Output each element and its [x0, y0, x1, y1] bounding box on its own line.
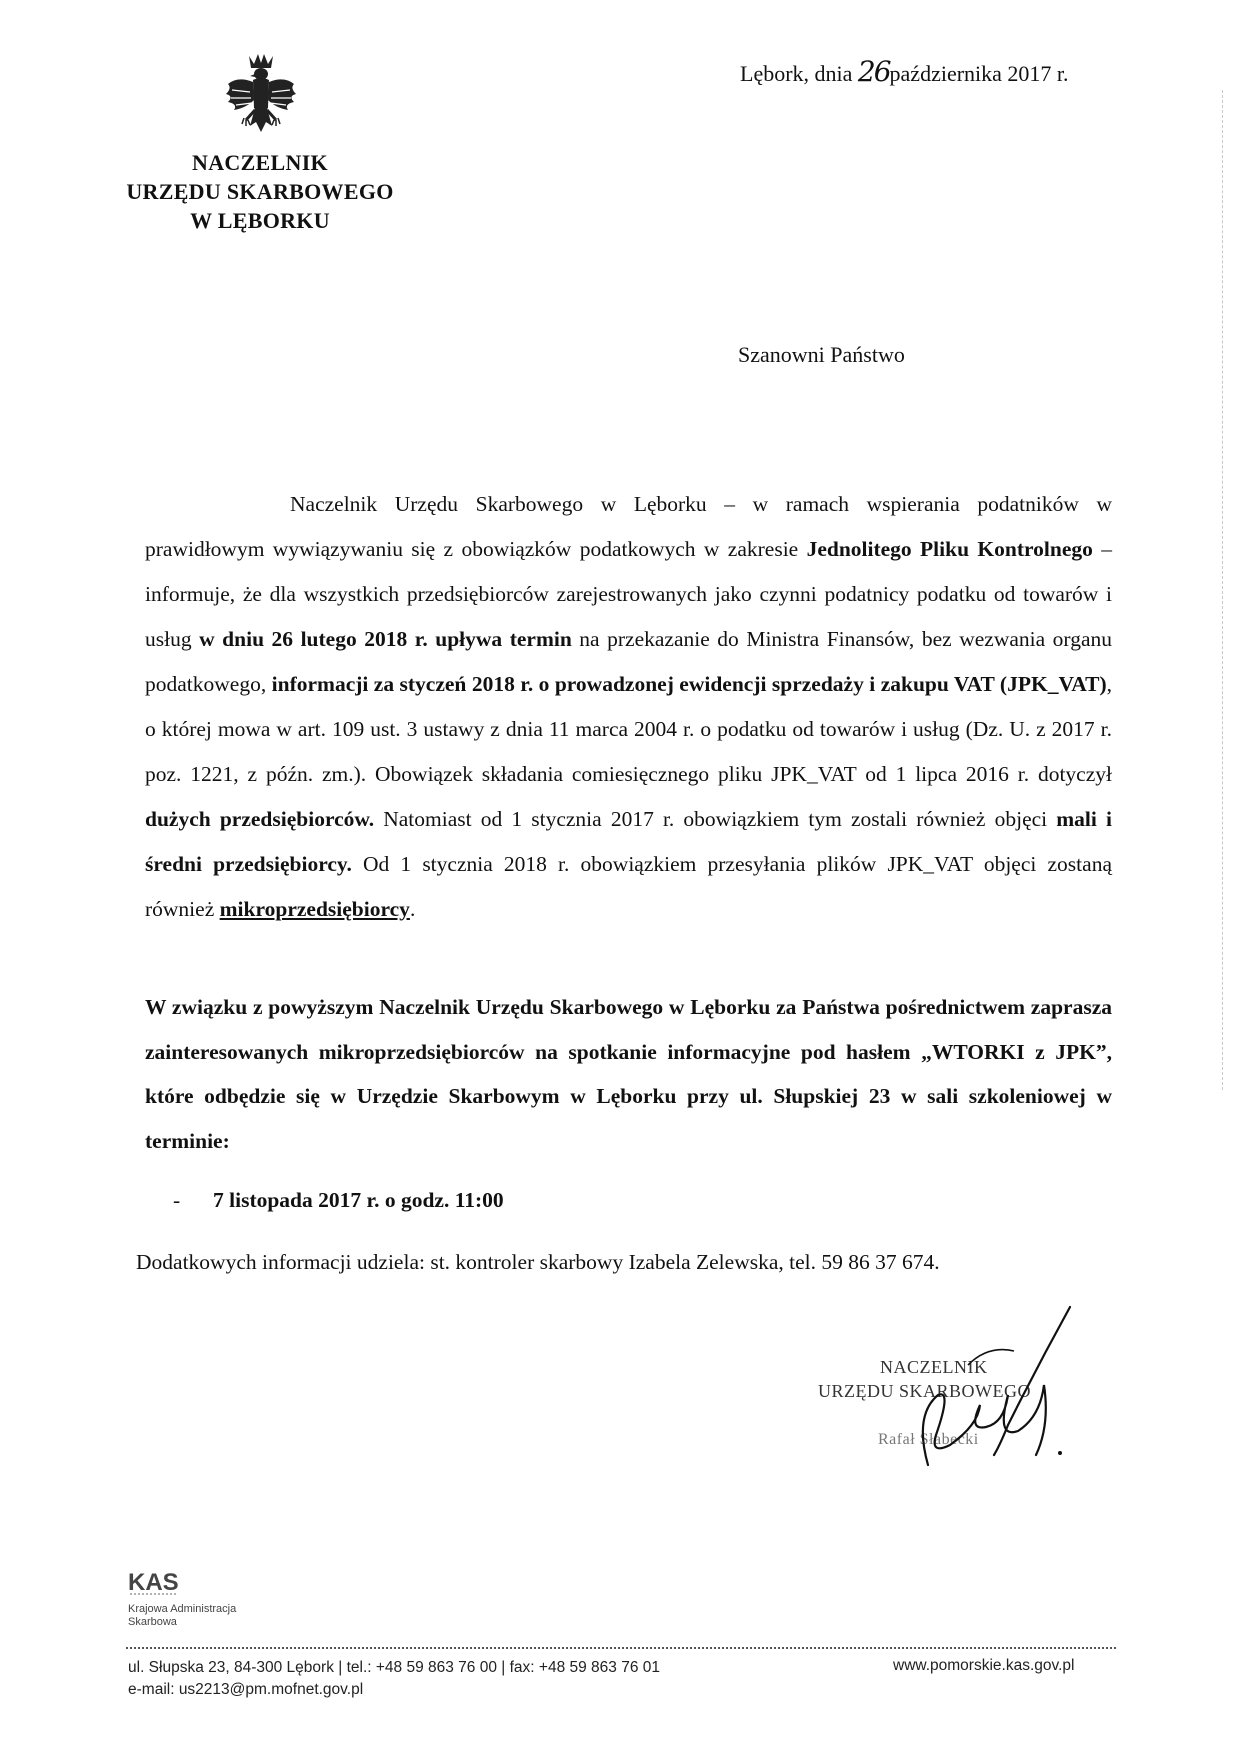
body-bold-deadline: w dniu 26 lutego 2018 r. upływa termin — [199, 627, 572, 651]
stamp-name: Rafał Słabecki — [878, 1431, 979, 1448]
date-suffix: października 2017 r. — [889, 61, 1069, 86]
body-text-5: Natomiast od 1 stycznia 2017 r. obowiązkiem tym zostali również objęci — [374, 807, 1057, 831]
kas-logo-text: KAS — [128, 1569, 179, 1596]
meeting-date-text: 7 listopada 2017 r. o godz. 11:00 — [213, 1188, 504, 1212]
body-text-1: Naczelnik Urzędu Skarbowego w Lęborku – w ramach wspierania podatników w prawidłowym wywiązywaniu się z obowiązków podatkowych w zakresie — [145, 492, 1112, 561]
kas-caption-line-2: Skarbowa — [128, 1616, 177, 1628]
body-text-2: – informuje, że dla wszystkich przedsiębiorców zarejestrowanych jako czynni podatnicy podatku od towarów i usług — [145, 537, 1113, 651]
body-text-3: na przekazanie do Ministra Finansów, bez wezwania organu podatkowego, — [145, 627, 1112, 696]
body-bold-jpk: Jednolitego Pliku Kontrolnego — [806, 537, 1093, 561]
footer-divider — [126, 1647, 1116, 1649]
body-text-7: . — [409, 897, 416, 921]
issuer-line-2: URZĘDU SKARBOWEGO — [126, 179, 394, 204]
body-bold-micro: mikroprzedsiębiorcy — [219, 897, 410, 921]
bullet-marker: - — [173, 1188, 181, 1212]
margin-dashed-line — [1222, 90, 1224, 1090]
kas-caption — [128, 1603, 236, 1629]
stamp-line-1: NACZELNIK — [880, 1357, 988, 1377]
contact-information: Dodatkowych informacji udziela: st. kontroler skarbowy Izabela Zelewska, tel. 59 86 37 674. — [136, 1250, 940, 1274]
body-bold-large: dużych przedsiębiorców. — [145, 807, 375, 831]
issuer-line-1: NACZELNIK — [192, 150, 328, 175]
body-bold-information: informacji za styczeń 2018 r. o prowadzonej ewidencji sprzedaży i zakupu VAT (JPK_VAT) — [271, 672, 1107, 696]
signature-block — [818, 1345, 1088, 1475]
date-day-handwritten: 26 — [857, 55, 890, 88]
salutation: Szanowni Państwo — [738, 342, 905, 367]
issuer-line-3: W LĘBORKU — [190, 208, 330, 233]
footer-address: ul. Słupska 23, 84-300 Lębork | tel.: +48 59 863 76 00 | fax: +48 59 863 76 01 — [128, 1659, 661, 1676]
invitation-paragraph: W związku z powyższym Naczelnik Urzędu Skarbowego w Lęborku za Państwa pośrednictwem zaprasza zainteresowanych mikroprzedsiębiorców na spotkanie informacyjne pod hasłem „WTORKI z JPK”, które odbędzie się w Urzędzie Skarbowym w Lęborku przy ul. Słupskiej 23 w sali szkoleniowej w terminie: — [145, 995, 1112, 1153]
issuer-header — [100, 148, 420, 235]
kas-caption-line-1: Krajowa Administracja — [128, 1603, 237, 1615]
footer-email[interactable]: e-mail: us2213@pm.mofnet.gov.pl — [128, 1681, 364, 1698]
stamp-line-2: URZĘDU SKARBOWEGO — [818, 1381, 1031, 1401]
handwritten-signature-icon — [818, 1305, 1088, 1475]
kas-logo-icon — [126, 1562, 186, 1602]
body-text-4: , o której mowa w art. 109 ust. 3 ustawy z dnia 11 marca 2004 r. o podatku od towarów i usług (Dz. U. z 2017 r. poz. 1221, z późn. zm.). Obowiązek składania comiesięcznego pliku JPK_VAT od 1 lipca 2016 r. dotyczył — [145, 672, 1112, 786]
meeting-date-item — [173, 1188, 504, 1213]
date-prefix: Lębork, dnia — [740, 61, 858, 86]
footer-website-link[interactable]: www.pomorskie.kas.gov.pl — [893, 1657, 1075, 1674]
polish-eagle-emblem-icon — [222, 50, 300, 140]
place-and-date — [740, 55, 1069, 88]
body-text-6: Od 1 stycznia 2018 r. obowiązkiem przesyłania plików JPK_VAT objęci zostaną również — [145, 852, 1112, 921]
footer-contact — [128, 1657, 660, 1701]
body-paragraph — [145, 482, 1112, 932]
body-bold-small-medium: mali i średni przedsiębiorcy. — [145, 807, 1112, 876]
